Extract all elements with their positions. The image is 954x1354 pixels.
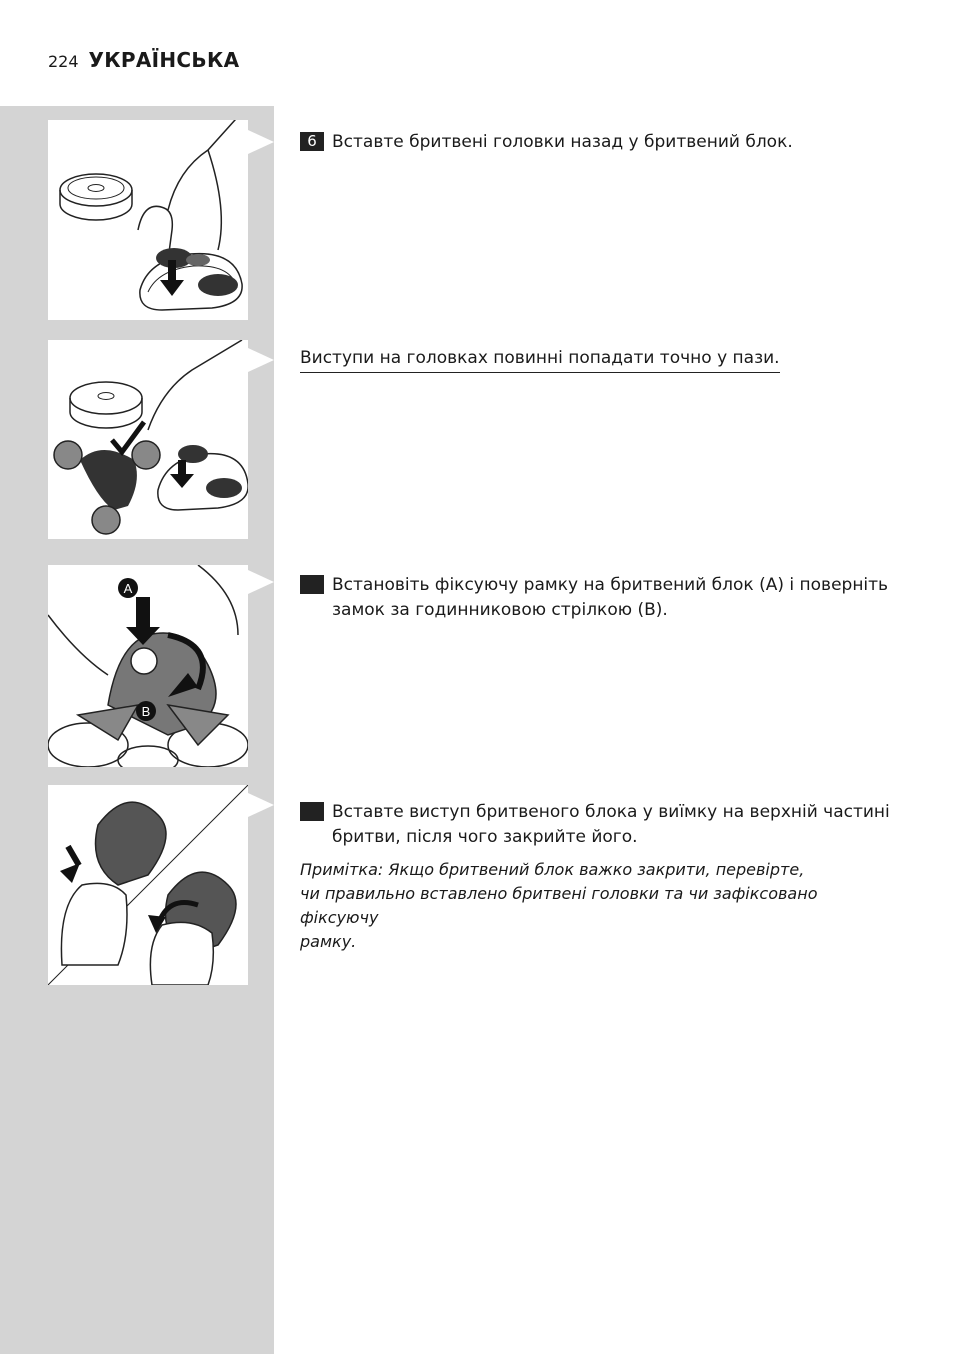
note-line: Примітка: Якщо бритвений блок важко закрити, перевірте,: [300, 860, 805, 879]
step-8: [291, 800, 932, 850]
page-header: [48, 48, 239, 72]
label-b: B: [141, 704, 151, 719]
note-line: рамку.: [300, 932, 357, 951]
step-text: Встановіть фіксуючу рамку на бритвений блок (A) і поверніть замок за годинниковою стрілкою (B).: [332, 575, 889, 620]
figure-insert-heads: [48, 120, 248, 320]
figure-pointer: [248, 130, 274, 154]
illustration-retaining-frame: [48, 565, 248, 767]
figure-retaining-frame: [48, 565, 248, 767]
step-text: Вставте бритвені головки назад у бритвений блок.: [332, 132, 793, 152]
step-number-badge: 7: [300, 575, 324, 594]
step-7: [291, 573, 932, 623]
figure-attach-unit: [48, 785, 248, 985]
step-number-badge: 6: [300, 132, 324, 151]
step-number-badge: 8: [300, 802, 324, 821]
figure-pointer: [248, 348, 274, 372]
figure-heads-alignment: [48, 340, 248, 539]
figure-pointer: [248, 793, 274, 817]
section-language-title: УКРАЇНСЬКА: [88, 48, 240, 72]
illustration-insert-heads: [48, 120, 248, 320]
step-6: [300, 130, 900, 155]
illustration-attach-unit: [48, 785, 248, 985]
note: [300, 858, 900, 954]
step-text: Вставте виступ бритвеного блока у виїмку на верхній частині бритви, після чого закрийте його.: [332, 802, 890, 847]
tip-text: Виступи на головках повинні попадати точно у пази.: [300, 346, 780, 373]
page-number: 224: [48, 52, 79, 71]
illustration-heads-alignment: [48, 340, 248, 539]
figure-pointer: [248, 570, 274, 594]
note-line: чи правильно вставлено бритвені головки та чи зафіксовано фіксуючу: [300, 884, 818, 927]
label-a: A: [123, 581, 133, 596]
